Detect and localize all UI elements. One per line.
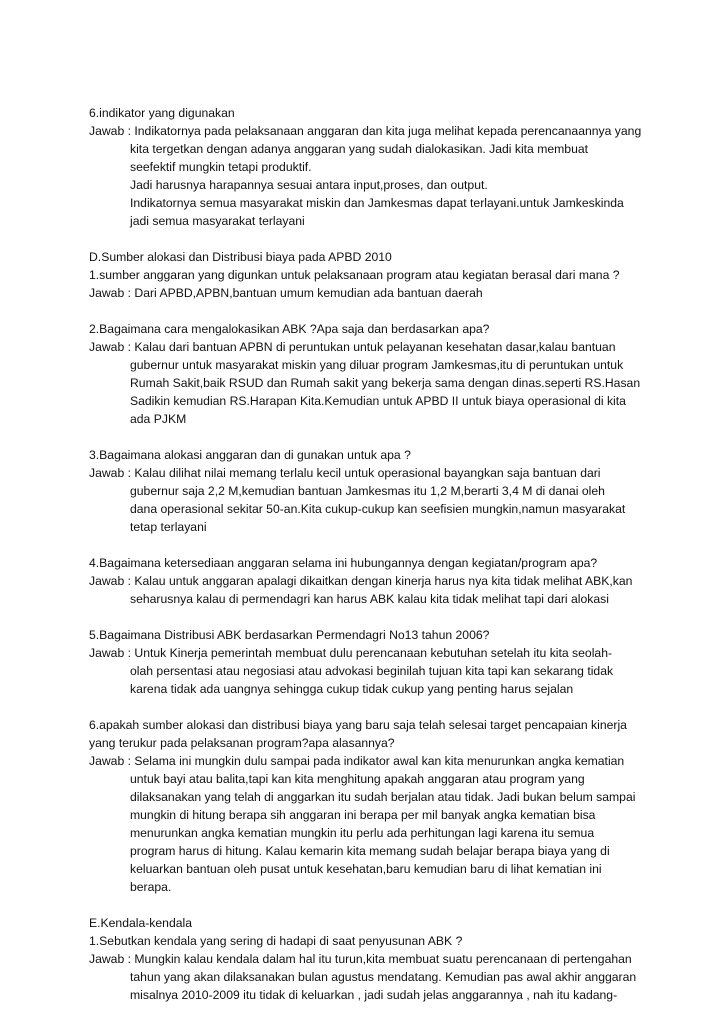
text-line: berapa. — [130, 880, 172, 894]
text-line: 6.apakah sumber alokasi dan distribusi biaya yang baru saja telah selesai target pencapaian kinerja — [89, 718, 627, 732]
text-line: olah persentasi atau negosiasi atau advokasi beginilah tujuan kita tapi kan sekarang tidak — [130, 664, 614, 678]
text-line: menurunkan angka kematian mungkin itu perlu ada perhitungan lagi karena itu semua — [130, 826, 595, 840]
text-line: untuk bayi atau balita,tapi kan kita menghitung apakah anggaran atau program yang — [130, 772, 585, 786]
text-line: Sadikin kemudian RS.Harapan Kita.Kemudian untuk APBD II untuk biaya operasional di kita — [130, 394, 626, 408]
text-block — [89, 248, 649, 302]
text-line: keluarkan bantuan oleh pusat untuk kesehatan,baru kemudian baru di lihat kematian ini — [130, 862, 602, 876]
text-block — [89, 446, 649, 536]
text-line: misalnya 2010-2009 itu tidak di keluarkan , jadi sudah jelas anggarannya , nah itu kadang- — [130, 988, 618, 1002]
text-line: tetap terlayani — [130, 520, 207, 534]
text-block — [89, 914, 649, 1004]
text-line: gubernur untuk masyarakat miskin yang diluar program Jamkesmas,itu di peruntukan untuk — [130, 358, 624, 372]
text-line: kita tergetkan dengan adanya anggaran yang sudah dialokasikan. Jadi kita membuat — [130, 142, 589, 156]
text-line: D.Sumber alokasi dan Distribusi biaya pada APBD 2010 — [89, 250, 392, 264]
text-line: 6.indikator yang digunakan — [89, 106, 235, 120]
text-block — [89, 716, 649, 896]
text-line: Jawab : Kalau dari bantuan APBN di peruntukan untuk pelayanan kesehatan dasar,kalau bantuan — [89, 340, 616, 354]
text-line: tahun yang akan dilaksanakan bulan agustus mendatang. Kemudian pas awal akhir anggaran — [130, 970, 637, 984]
text-line: mungkin di hitung berapa sih anggaran ini berapa per mil banyak angka kematian bisa — [130, 808, 596, 822]
text-line: Jawab : Untuk Kinerja pemerintah membuat dulu perencanaan kebutuhan setelah itu kita seolah- — [89, 646, 613, 660]
text-line: Indikatornya semua masyarakat miskin dan Jamkesmas dapat terlayani.untuk Jamkeskinda — [130, 196, 624, 210]
text-line: dilaksanakan yang telah di anggarkan itu sudah berjalan atau tidak. Jadi bukan belum sampai — [130, 790, 636, 804]
text-block — [89, 104, 649, 230]
text-line: 4.Bagaimana ketersediaan anggaran selama ini hubungannya dengan kegiatan/program apa? — [89, 556, 598, 570]
text-line: Jawab : Dari APBD,APBN,bantuan umum kemudian ada bantuan daerah — [89, 286, 483, 300]
text-line: yang terukur pada pelaksanan program?apa alasannya? — [89, 736, 395, 750]
text-line: Jawab : Selama ini mungkin dulu sampai pada indikator awal kan kita menurunkan angka kematian — [89, 754, 625, 768]
text-line: Rumah Sakit,baik RSUD dan Rumah sakit yang bekerja sama dengan dinas.seperti RS.Hasan — [130, 376, 641, 390]
text-line: jadi semua masyarakat terlayani — [130, 214, 305, 228]
text-line: gubernur saja 2,2 M,kemudian bantuan Jamkesmas itu 1,2 M,berarti 3,4 M di danai oleh — [130, 484, 605, 498]
text-line: seefektif mungkin tetapi produktif. — [130, 160, 312, 174]
text-line: 2.Bagaimana cara mengalokasikan ABK ?Apa saja dan berdasarkan apa? — [89, 322, 490, 336]
text-line: seharusnya kalau di permendagri kan harus ABK kalau kita tidak melihat tapi dari alokasi — [130, 592, 609, 606]
text-line: ada PJKM — [130, 412, 187, 426]
text-line: 1.sumber anggaran yang digunkan untuk pelaksanaan program atau kegiatan berasal dari mana ? — [89, 268, 620, 282]
text-line: karena tidak ada uangnya sehingga cukup tidak cukup yang penting harus sejalan — [130, 682, 574, 696]
text-line: dana operasional sekitar 50-an.Kita cukup-cukup kan seefisien mungkin,namun masyarakat — [130, 502, 626, 516]
text-line: Jadi harusnya harapannya sesuai antara input,proses, dan output. — [130, 178, 488, 192]
text-line: E.Kendala-kendala — [89, 916, 192, 930]
text-line: 5.Bagaimana Distribusi ABK berdasarkan Permendagri No13 tahun 2006? — [89, 628, 490, 642]
text-line: 1.Sebutkan kendala yang sering di hadapi di saat penyusunan ABK ? — [89, 934, 463, 948]
text-line: Jawab : Kalau dilihat nilai memang terlalu kecil untuk operasional bayangkan saja bantuan dari — [89, 466, 601, 480]
text-line: 3.Bagaimana alokasi anggaran dan di gunakan untuk apa ? — [89, 448, 411, 462]
text-line: program harus di hitung. Kalau kemarin kita memang sudah belajar berapa biaya yang di — [130, 844, 610, 858]
text-line: Jawab : Indikatornya pada pelaksanaan anggaran dan kita juga melihat kepada perencanaannya yang — [89, 124, 642, 138]
text-block — [89, 626, 649, 698]
text-line: Jawab : Mungkin kalau kendala dalam hal itu turun,kita membuat suatu perencanaan di pertengahan — [89, 952, 632, 966]
document-body — [89, 104, 649, 1022]
text-line: Jawab : Kalau untuk anggaran apalagi dikaitkan dengan kinerja harus nya kita tidak melihat ABK,kan — [89, 574, 633, 588]
text-block — [89, 320, 649, 428]
text-block — [89, 554, 649, 608]
